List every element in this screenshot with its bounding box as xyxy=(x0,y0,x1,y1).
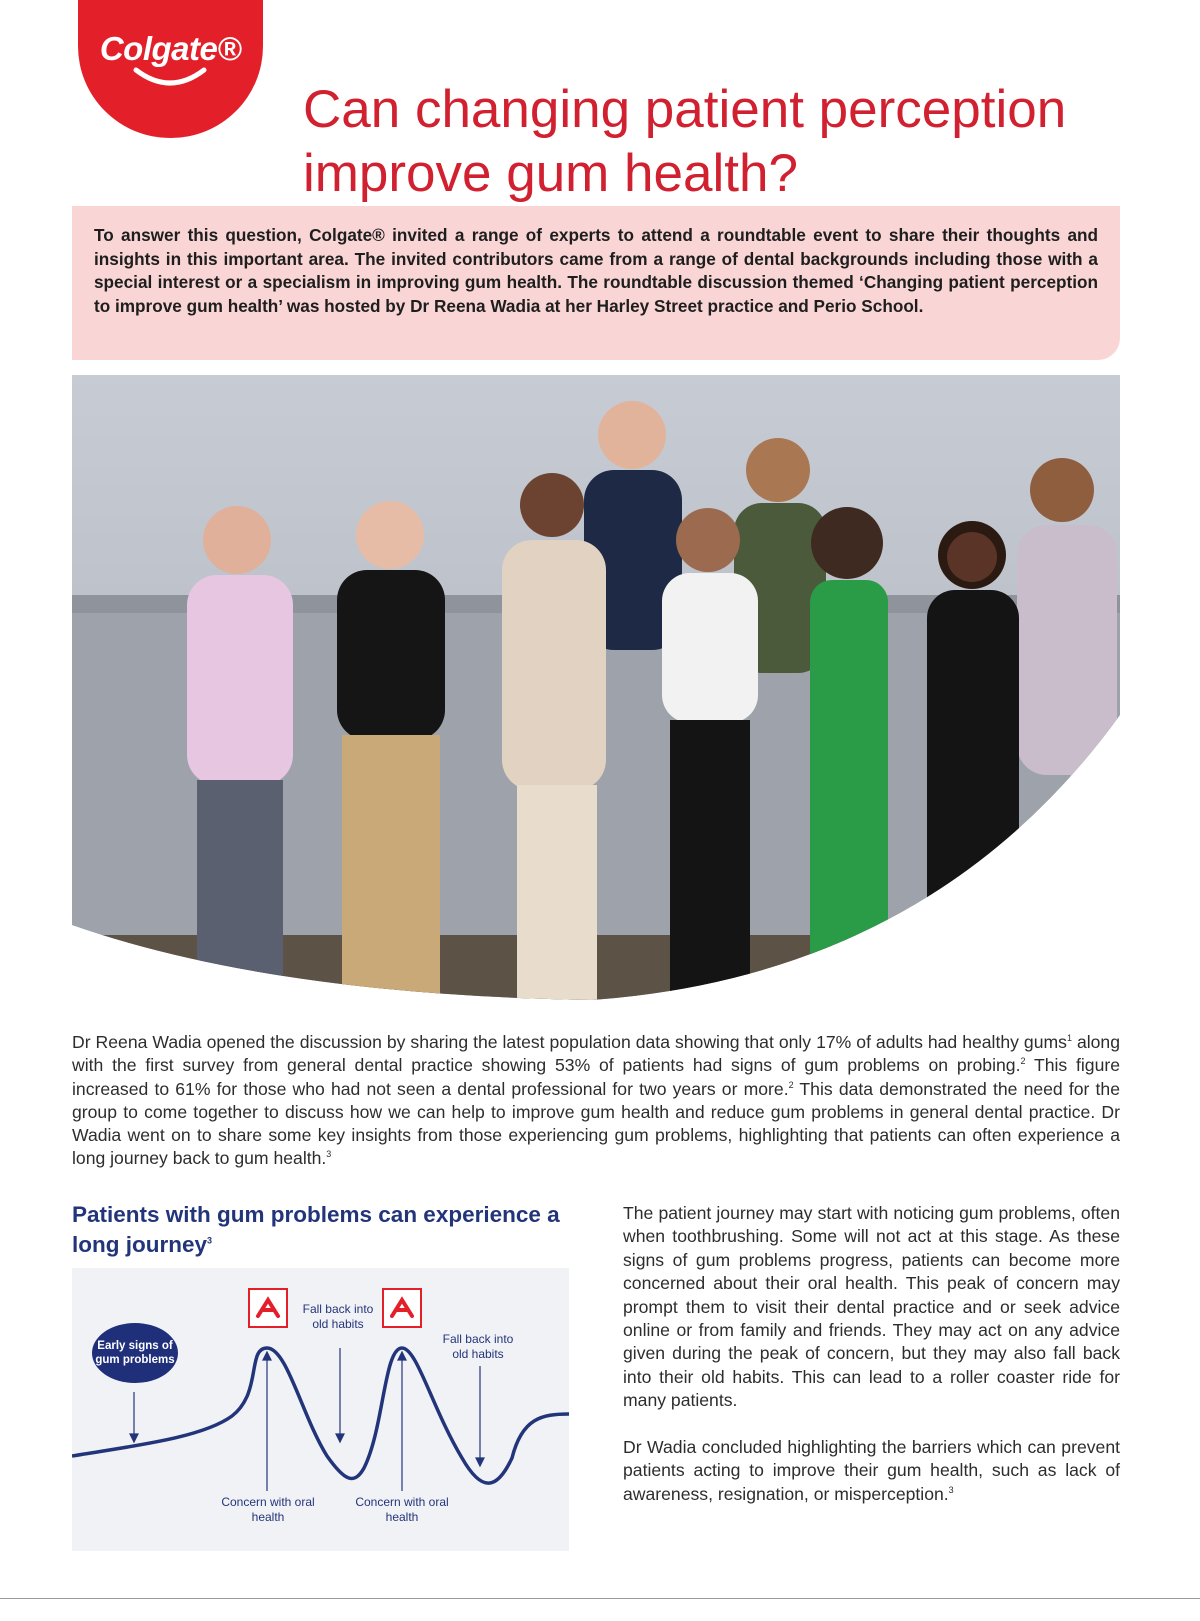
footnote-ref: 1 xyxy=(1066,1033,1072,1044)
section-heading xyxy=(72,1200,592,1260)
smile-icon xyxy=(130,66,210,92)
body-text-part: This data demonstrated the need for the group to come together to discuss how we can help to improve gum health and reduce gum problems in general dental practice. Dr Wadia went on to share some key insights from those experiencing gum problems, highlighting that patients can often experience a long journey back to gum health. xyxy=(72,1078,1120,1169)
concern-label-2: Concern with oral health xyxy=(355,1495,449,1524)
footnote-ref: 3 xyxy=(948,1485,954,1495)
right-paragraph-2 xyxy=(623,1436,1120,1506)
toothbrush-icon xyxy=(382,1288,422,1328)
right-column xyxy=(623,1202,1120,1530)
group-photo-image xyxy=(72,375,1120,1000)
body-text-part: This figure increased to 61% for those who had not seen a dental professional for two years or more. xyxy=(72,1055,1120,1099)
intro-text: To answer this question, Colgate® invited a range of experts to attend a roundtable event to share their thoughts and insights in this important area. The invited contributors came from a range of dental backgrounds including those with a special interest or a specialism in improving gum health. The roundtable discussion themed ‘Changing patient perception to improve gum health’ was hosted by Dr Reena Wadia at her Harley Street practice and Perio School. xyxy=(94,225,1098,316)
colgate-logo xyxy=(78,0,263,138)
body-text-part: along with the first survey from general dental practice showing 53% of patients had signs of gum problems on probing. xyxy=(72,1032,1120,1076)
journey-diagram xyxy=(72,1268,569,1551)
intro-box xyxy=(72,206,1120,360)
body-text-part: Dr Reena Wadia opened the discussion by sharing the latest population data showing that only 17% of adults had healthy gums xyxy=(72,1032,1067,1052)
right-paragraph-1: The patient journey may start with noticing gum problems, often when toothbrushing. Some will not act at this stage. As these signs of gum problems progress, patients can become more concerned about their oral health. This peak of concern may prompt them to visit their dental practice and or seek advice online or from family and friends. They may act on any advice given during the peak of concern, but they may also fall back into their old habits. This can lead to a roller coaster ride for many patients. xyxy=(623,1203,1120,1411)
early-signs-badge: Early signs of gum problems xyxy=(92,1323,178,1383)
section-heading-text: Patients with gum problems can experience a long journey xyxy=(72,1202,560,1257)
toothbrush-icon xyxy=(248,1288,288,1328)
fall-back-label-2: Fall back into old habits xyxy=(442,1332,514,1361)
body-paragraph xyxy=(72,1031,1120,1171)
fall-back-label-1: Fall back into old habits xyxy=(302,1302,374,1331)
footer-rule xyxy=(0,1598,1200,1599)
footnote-ref: 2 xyxy=(1020,1056,1026,1067)
right-paragraph-2-text: Dr Wadia concluded highlighting the barriers which can prevent patients acting to improve their gum health, such as lack of awareness, resignation, or misperception. xyxy=(623,1437,1120,1504)
logo-wordmark: Colgate® xyxy=(99,30,242,67)
footnote-ref: 2 xyxy=(788,1079,794,1090)
group-photo xyxy=(72,375,1120,1000)
footnote-ref: 3 xyxy=(326,1149,332,1160)
footnote-ref: 3 xyxy=(207,1235,213,1246)
page-title: Can changing patient perception improve gum health? xyxy=(303,79,1067,203)
concern-label-1: Concern with oral health xyxy=(221,1495,315,1524)
